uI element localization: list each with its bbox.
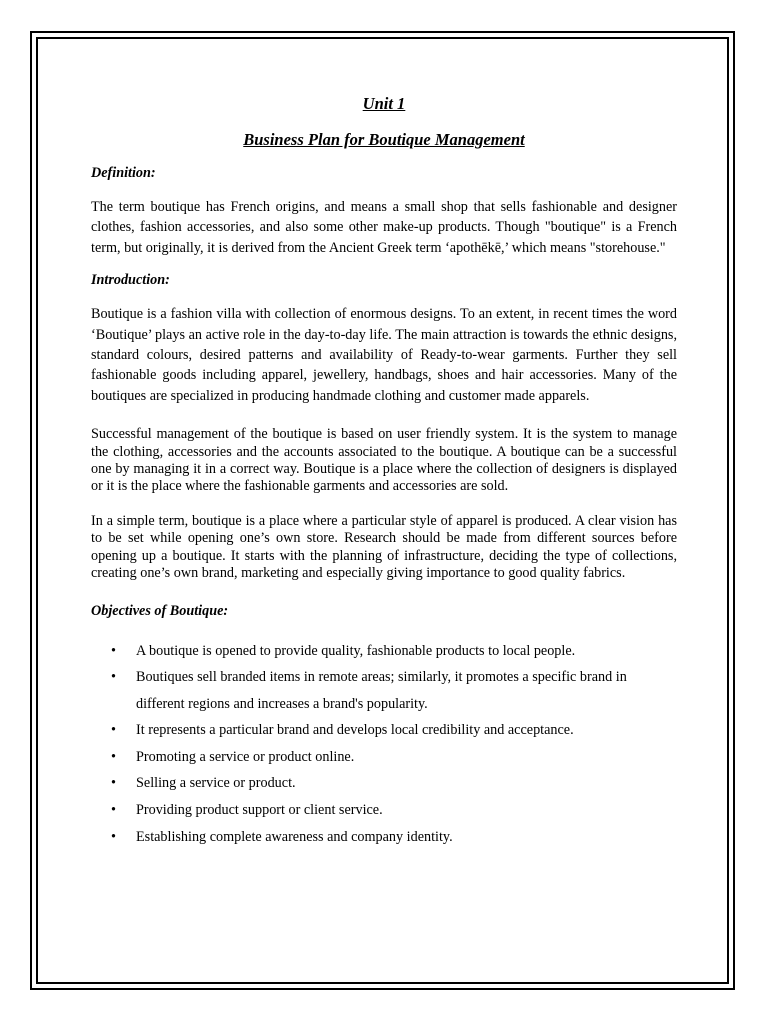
list-item-text: Providing product support or client service. xyxy=(136,802,383,819)
list-item-text: Selling a service or product. xyxy=(136,775,296,792)
list-item xyxy=(91,770,677,797)
bullet-icon: • xyxy=(111,642,116,659)
list-item-text: Establishing complete awareness and company identity. xyxy=(136,828,453,845)
management-paragraph: Successful management of the boutique is based on user friendly system. It is the system to manage the clothing, accessories and the accounts associated to the boutique. A boutique can be a successful one by managing it in a correct way. Boutique is a place where the collection of designers is displayed or it is the place where the fashionable garments and accessories are sold. xyxy=(91,426,677,495)
list-item xyxy=(91,744,677,771)
list-item-text: Boutiques sell branded items in remote areas; similarly, it promotes a specific brand in different regions and increases a brand's popularity. xyxy=(136,669,627,712)
list-item xyxy=(91,824,677,851)
objectives-heading: Objectives of Boutique: xyxy=(91,602,229,619)
list-item xyxy=(91,797,677,824)
bullet-icon: • xyxy=(111,748,116,765)
bullet-icon: • xyxy=(111,775,116,792)
document-body xyxy=(91,94,677,850)
introduction-paragraph: Boutique is a fashion villa with collection of enormous designs. To an extent, in recent times the word ‘Boutique’ plays an active role in the day-to-day life. The main attraction is towards the ethnic designs, standard colours, desired patterns and availability of Ready-to-wear garments. Further they sell fashionable goods including apparel, jewellery, handbags, shoes and hair accessories. Many of the boutiques are specialized in producing handmade clothing and customer made apparels. xyxy=(91,306,677,404)
bullet-icon: • xyxy=(111,828,116,845)
introduction-heading: Introduction: xyxy=(91,272,170,289)
simple-term-paragraph: In a simple term, boutique is a place where a particular style of apparel is produced. A clear vision has to be set while opening one’s own store. Research should be made from different sources before opening up a boutique. It starts with the planning of infrastructure, deciding the type of collections, creating one’s own brand, marketing and especially giving importance to good quality fabrics. xyxy=(91,512,677,582)
definition-heading: Definition: xyxy=(91,165,156,181)
bullet-icon: • xyxy=(111,669,116,686)
document-title: Business Plan for Boutique Management xyxy=(243,130,525,149)
list-item xyxy=(91,638,677,665)
definition-paragraph: The term boutique has French origins, and means a small shop that sells fashionable and designer clothes, fashion accessories, and also some other make-up products. Though "boutique" is a French term, but originally, it is derived from the Ancient Greek term ‘apothēkē,’ which means "storehouse." xyxy=(91,199,677,256)
list-item-text: Promoting a service or product online. xyxy=(136,748,355,765)
unit-title: Unit 1 xyxy=(362,94,406,113)
list-item-text: It represents a particular brand and develops local credibility and acceptance. xyxy=(136,722,574,739)
bullet-icon: • xyxy=(111,722,116,739)
bullet-icon: • xyxy=(111,802,116,819)
list-item-text: A boutique is opened to provide quality, fashionable products to local people. xyxy=(136,642,576,659)
list-item xyxy=(91,717,677,744)
objectives-list xyxy=(91,638,677,851)
list-item xyxy=(91,664,677,717)
